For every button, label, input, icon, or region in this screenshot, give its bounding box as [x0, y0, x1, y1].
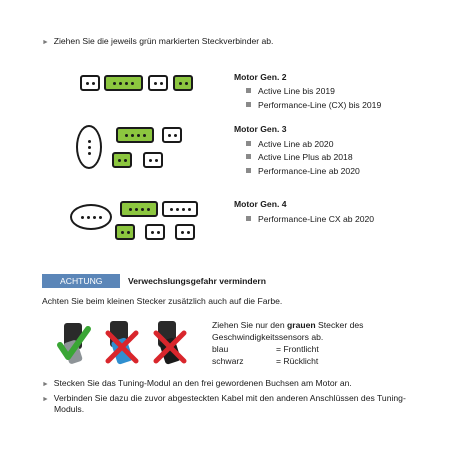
plug-meaning-blau: = Frontlicht [276, 344, 319, 354]
plug-color-schwarz: schwarz [212, 356, 244, 366]
bullet-icon [246, 141, 251, 146]
bullet-icon [246, 88, 251, 93]
gen2-item: Active Line bis 2019 [246, 86, 335, 97]
bullet-icon [246, 102, 251, 107]
achtung-heading: Verwechslungsgefahr vermindern [128, 276, 267, 286]
arrow-icon: ► [42, 39, 49, 46]
achtung-label: ACHTUNG [42, 274, 120, 288]
gen4-title: Motor Gen. 4 [234, 199, 287, 209]
plug-illustration [52, 315, 202, 367]
connector-2pin [162, 127, 182, 143]
connector-4pin [162, 201, 198, 217]
step-line: ► Stecken Sie das Tuning-Modul an den frei gewordenen Buchsen am Motor an. [42, 378, 352, 388]
connector-2pin [145, 224, 165, 240]
plug-color-blau: blau [212, 344, 229, 354]
connector-4pin-green [104, 75, 143, 91]
connector-4pin-green [120, 201, 158, 217]
bullet-icon [246, 168, 251, 173]
connector-2pin-green [173, 75, 193, 91]
gen3-item: Active Line Plus ab 2018 [246, 152, 353, 163]
bullet-icon [246, 216, 251, 221]
connector-round-3pin [76, 125, 102, 169]
connector-2pin [175, 224, 195, 240]
hint-text: Achten Sie beim kleinen Stecker zusätzlich auch auf die Farbe. [42, 296, 283, 306]
connector-2pin [148, 75, 168, 91]
plug-note-line2: Geschwindigkeitssensors ab. [212, 332, 324, 342]
step-line-continued: Moduls. [54, 404, 85, 414]
gen3-title: Motor Gen. 3 [234, 124, 287, 134]
connector-4pin-green [116, 127, 154, 143]
intro-text: Ziehen Sie die jeweils grün markierten Steckverbinder ab. [53, 36, 274, 46]
connector-2pin [80, 75, 100, 91]
arrow-icon: ► [42, 381, 49, 388]
connector-round-4pin [70, 204, 112, 230]
arrow-icon: ► [42, 396, 49, 403]
bullet-icon [246, 154, 251, 159]
gen3-item: Performance-Line ab 2020 [246, 166, 360, 177]
gen2-title: Motor Gen. 2 [234, 72, 287, 82]
connector-2pin [143, 152, 163, 168]
gen4-item: Performance-Line CX ab 2020 [246, 214, 374, 225]
plug-note-line1: Ziehen Sie nur den grauen Stecker des [212, 320, 364, 330]
connector-2pin-green [112, 152, 132, 168]
gen3-item: Active Line ab 2020 [246, 139, 334, 150]
connector-2pin-green [115, 224, 135, 240]
step-line: ► Verbinden Sie dazu die zuvor abgesteckten Kabel mit den anderen Anschlüssen des Tuning- [42, 393, 406, 403]
gen2-item: Performance-Line (CX) bis 2019 [246, 100, 381, 111]
intro-line [42, 36, 273, 48]
plug-meaning-schwarz: = Rücklicht [276, 356, 319, 366]
